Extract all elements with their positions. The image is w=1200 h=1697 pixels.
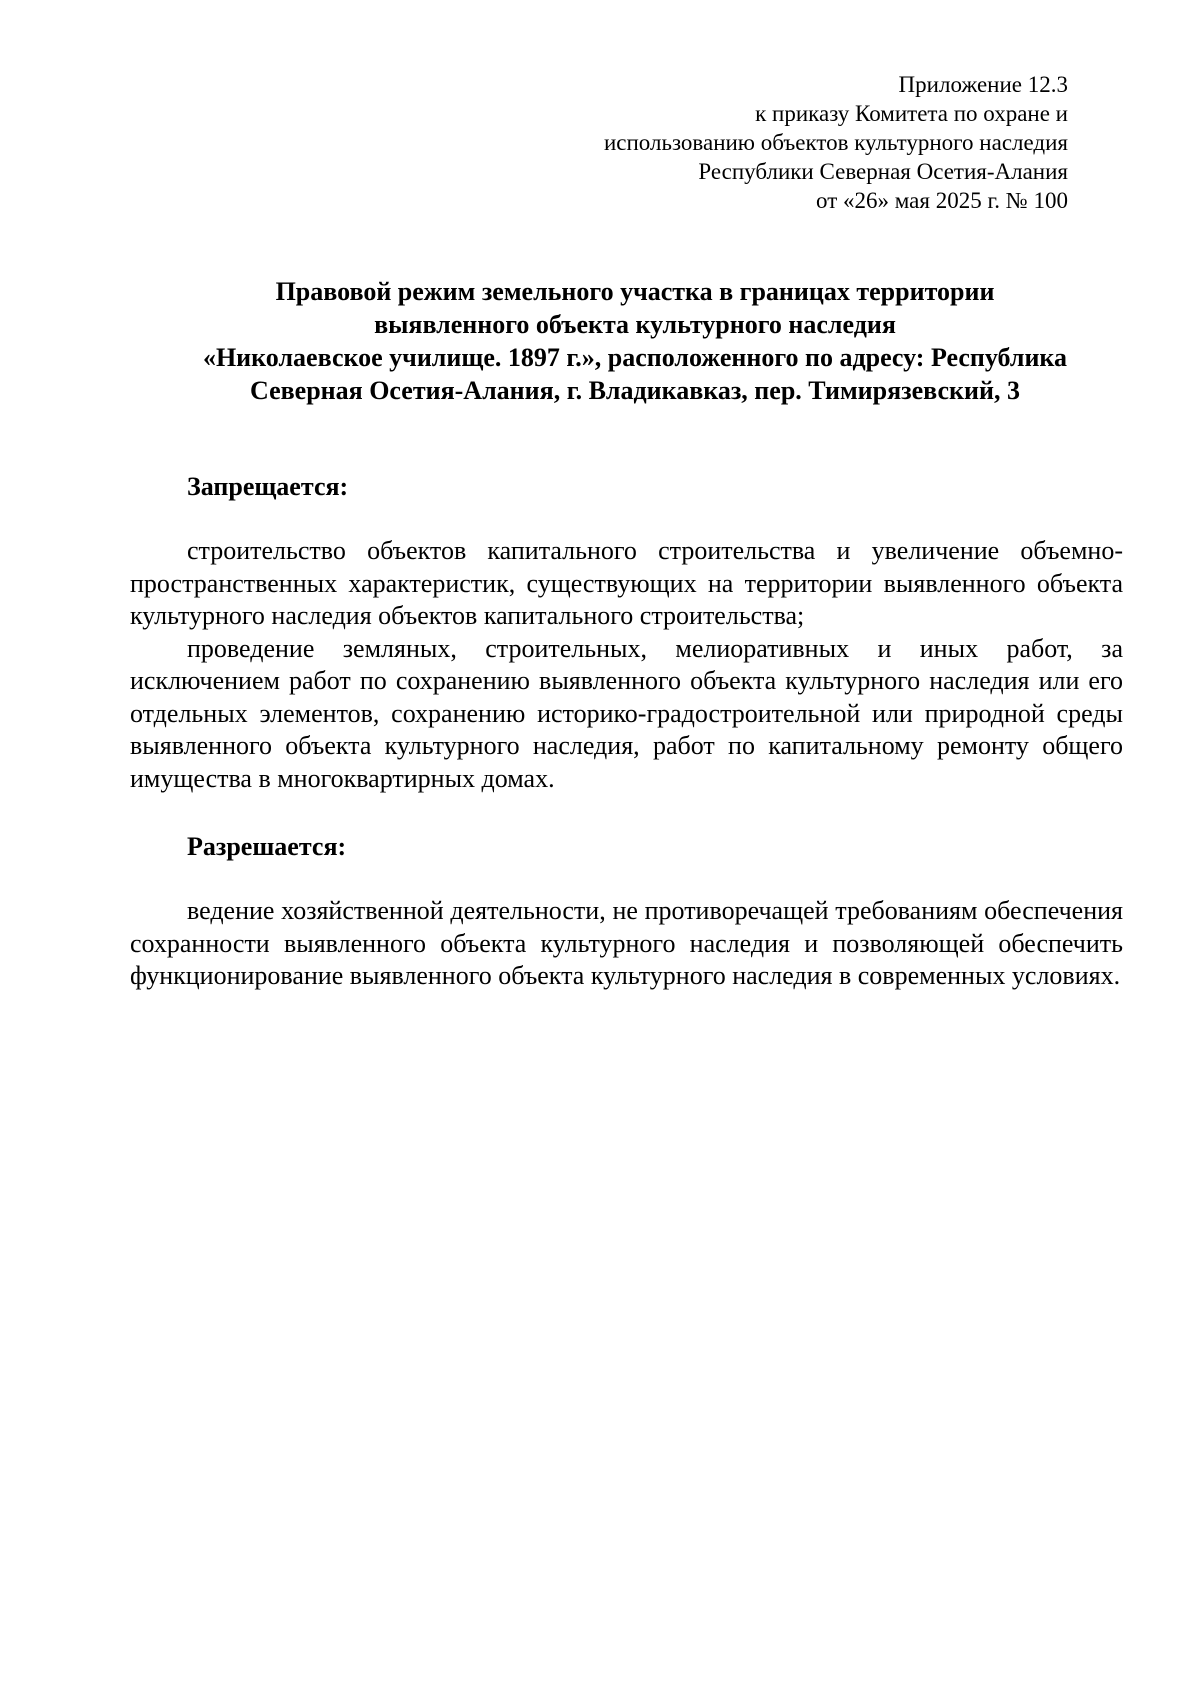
prohibited-paragraph: проведение земляных, строительных, мелиоративных и иных работ, за исключением работ по сохранению выявленного объекта культурного наследия или его отдельных элементов, сохранению историко-градостроительной или природной среды выявленного объекта культурного наследия, работ по капитальному ремонту общего имущества в многоквартирных домах. [130, 633, 1123, 793]
document-title [130, 275, 1140, 407]
appendix-line: Приложение 12.3 [898, 72, 1068, 97]
appendix-line: использованию объектов культурного наследия [603, 130, 1068, 155]
allowed-paragraph: ведение хозяйственной деятельности, не противоречащей требованиям обеспечения сохранности выявленного объекта культурного наследия и позволяющей обеспечить функционирование выявленного объекта культурного наследия в современных условиях. [130, 896, 1123, 990]
title-line: выявленного объекта культурного наследия [374, 310, 896, 339]
appendix-reference [508, 70, 1068, 215]
appendix-line: от «26» мая 2025 г. № 100 [816, 188, 1068, 213]
title-line: «Николаевское училище. 1897 г.», расположенного по адресу: Республика [202, 343, 1068, 372]
allowed-section [130, 895, 1123, 993]
title-line: Северная Осетия-Алания, г. Владикавказ, пер. Тимирязевский, 3 [249, 376, 1020, 405]
appendix-line: к приказу Комитета по охране и [755, 101, 1068, 126]
allowed-heading: Разрешается: [187, 832, 347, 861]
prohibited-heading: Запрещается: [187, 472, 349, 501]
appendix-line: Республики Северная Осетия-Алания [698, 159, 1068, 184]
prohibited-paragraph: строительство объектов капитального строительства и увеличение объемно-пространственных характеристик, существующих на территории выявленного объекта культурного наследия объектов капитального строительства; [130, 536, 1123, 630]
prohibited-section [130, 535, 1123, 795]
title-line: Правовой режим земельного участка в границах территории [275, 277, 995, 306]
